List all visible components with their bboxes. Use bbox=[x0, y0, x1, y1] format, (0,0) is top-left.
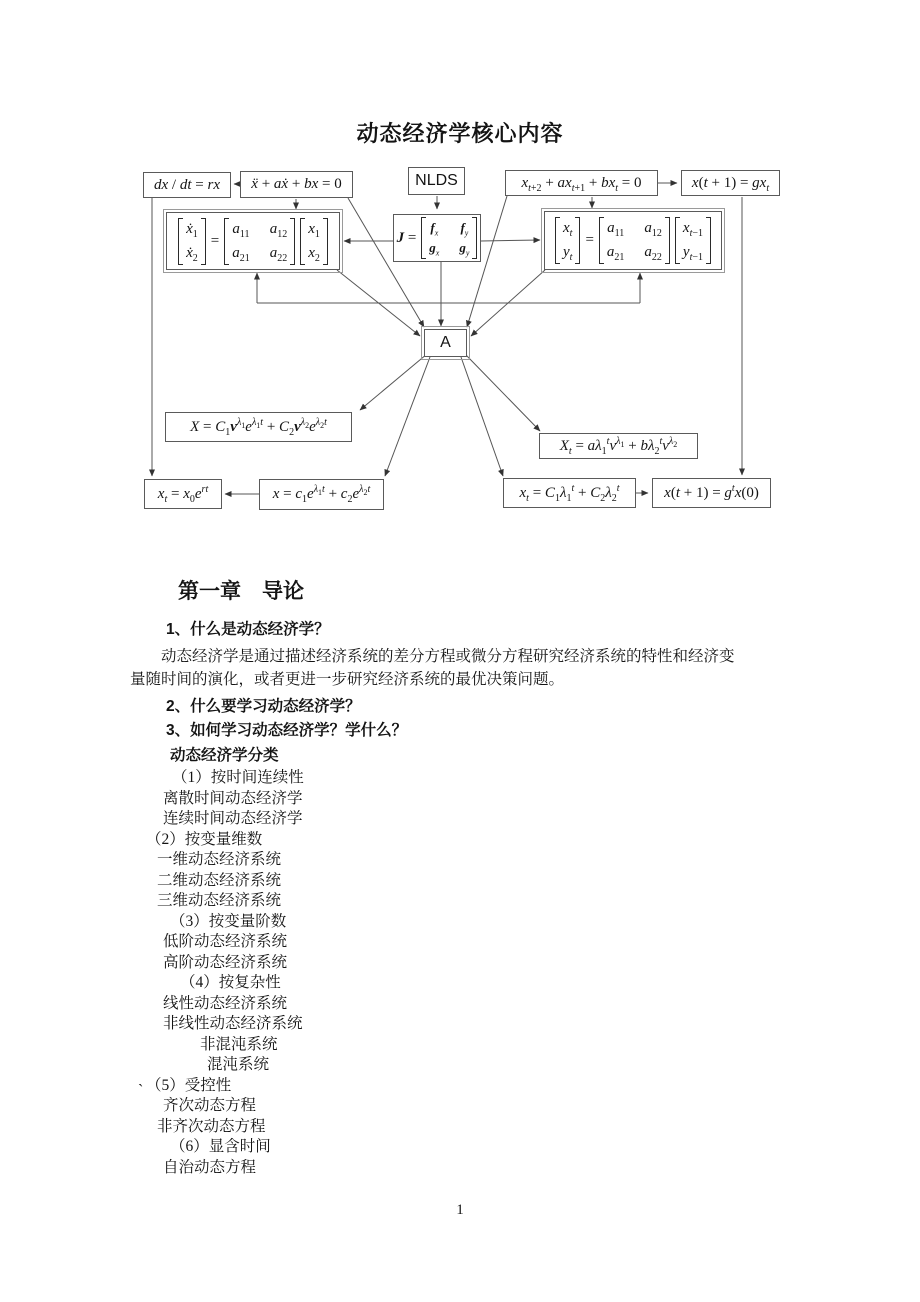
jacobian-label: J = bbox=[396, 229, 417, 246]
classification-line: 非混沌系统 bbox=[200, 1035, 278, 1053]
box-difference-second-order bbox=[505, 170, 658, 196]
connector-lines bbox=[0, 0, 920, 560]
classification-line: 连续时间动态经济学 bbox=[163, 810, 303, 827]
classification-title: 动态经济学分类 bbox=[170, 746, 279, 764]
classification-line: （2）按变量维数 bbox=[146, 830, 263, 848]
box-discrete-general-solution bbox=[539, 433, 698, 459]
classification-line: 高阶动态经济系统 bbox=[163, 953, 288, 971]
intro-paragraph: 动态经济学是通过描述经济系统的差分方程或微分方程研究经济系统的特性和经济变量随时间的演化，或者更进一步研究经济系统的最优决策问题。 bbox=[130, 647, 735, 688]
box-ode-second-order bbox=[240, 171, 353, 198]
classification-line: （5）受控性 bbox=[146, 1076, 232, 1094]
vector-xy-t: $x_t$ $y_t$ bbox=[555, 217, 580, 264]
vector-xy-t-1: $x_{t-1}$ $y_{t-1}$ bbox=[675, 217, 711, 264]
formula: $x(t + 1) = gx_t$ bbox=[691, 174, 770, 194]
question-1: 1、什么是动态经济学？ bbox=[166, 621, 330, 638]
matrix-jacobian: $f_x$ $f_y$ $g_x$ $g_y$ bbox=[421, 217, 477, 259]
vector-xdot: ẋ$_1$ ẋ$_2$ bbox=[178, 218, 206, 265]
body-text bbox=[130, 620, 792, 1178]
vector-x: $x_1$ $x_2$ bbox=[300, 218, 328, 265]
classification-line: 三维动态经济系统 bbox=[157, 892, 282, 909]
formula: dx / dt = rx bbox=[154, 176, 220, 193]
classification-line: （3）按变量阶数 bbox=[170, 912, 287, 930]
formula: $x_{t+2} + ax_{t+1} + bx_t = 0$ bbox=[521, 174, 642, 194]
question-2: 2、什么要学习动态经济学？ bbox=[166, 697, 361, 715]
classification-line: 低阶动态经济系统 bbox=[163, 933, 288, 950]
box-map-first-order bbox=[681, 170, 780, 196]
matrix-a-discrete: $a_{11}$ $a_{12}$ $a_{21}$ $a_{22}$ bbox=[599, 217, 670, 264]
classification-line: 混沌系统 bbox=[207, 1056, 270, 1073]
chapter-heading: 第一章 导论 bbox=[178, 580, 304, 603]
equals-sign: = bbox=[585, 232, 594, 248]
question-3: 3、如何学习动态经济学？学什么？ bbox=[166, 722, 408, 739]
box-continuous-scalar-solution bbox=[259, 479, 384, 510]
formula: $x = c_1e^{\lambda_1t} + c_2e^{\lambda_2t}$ bbox=[272, 484, 371, 505]
box-discrete-scalar-solution bbox=[503, 478, 636, 508]
classification-line: 线性动态经济系统 bbox=[163, 994, 288, 1012]
classification-line: 一维动态经济系统 bbox=[157, 851, 282, 868]
formula: $X_t = a\lambda_1^t\nu^{\lambda_1} + b\lambda_2^t\nu^{\lambda_2}$ bbox=[559, 435, 678, 457]
equals-sign: = bbox=[210, 232, 220, 249]
box-ode-first-order bbox=[143, 172, 231, 198]
classification-line: （4）按复杂性 bbox=[180, 974, 281, 991]
classification-line: （1）按时间连续性 bbox=[172, 769, 304, 786]
classification-line: 非齐次动态方程 bbox=[157, 1117, 266, 1135]
page-number: 1 bbox=[456, 1202, 464, 1218]
formula: $x_t = x_0e^{rt}$ bbox=[157, 483, 209, 505]
formula: $X = C_1v^{\lambda_1}e^{\lambda_1t} + C_2v^{\lambda_2}e^{\lambda_2t}$ bbox=[190, 416, 327, 438]
box-discrete-linear-system bbox=[544, 211, 722, 270]
box-nlds bbox=[408, 167, 465, 195]
classification-line: 离散时间动态经济学 bbox=[163, 789, 303, 807]
box-jacobian bbox=[393, 214, 481, 262]
classification-line: （6）显含时间 bbox=[170, 1138, 271, 1155]
box-matrix-a bbox=[424, 329, 467, 357]
nlds-label: NLDS bbox=[415, 172, 458, 189]
classification-line: 自治动态方程 bbox=[163, 1158, 257, 1176]
box-exponential-solution bbox=[144, 479, 222, 509]
formula: $x(t + 1) = g^tx(0)$ bbox=[664, 482, 759, 501]
box-continuous-linear-system bbox=[166, 212, 340, 270]
matrix-a-continuous: $a_{11}$ $a_{12}$ $a_{21}$ $a_{22}$ bbox=[224, 218, 295, 265]
stray-tick-mark: ` bbox=[138, 1082, 144, 1099]
classification-line: 齐次动态方程 bbox=[163, 1097, 257, 1114]
box-power-solution bbox=[652, 478, 771, 508]
concept-diagram bbox=[0, 0, 920, 560]
classification-line: 二维动态经济系统 bbox=[157, 871, 282, 889]
matrix-a-label: A bbox=[440, 334, 451, 351]
formula: ẍ + aẋ + bx = 0 bbox=[251, 176, 342, 192]
classification-line: 非线性动态经济系统 bbox=[163, 1015, 303, 1032]
formula: $x_t = C_1\lambda_1^t + C_2\lambda_2^t$ bbox=[519, 482, 620, 504]
box-continuous-general-solution bbox=[165, 412, 352, 442]
page-title: 动态经济学核心内容 bbox=[356, 121, 564, 146]
